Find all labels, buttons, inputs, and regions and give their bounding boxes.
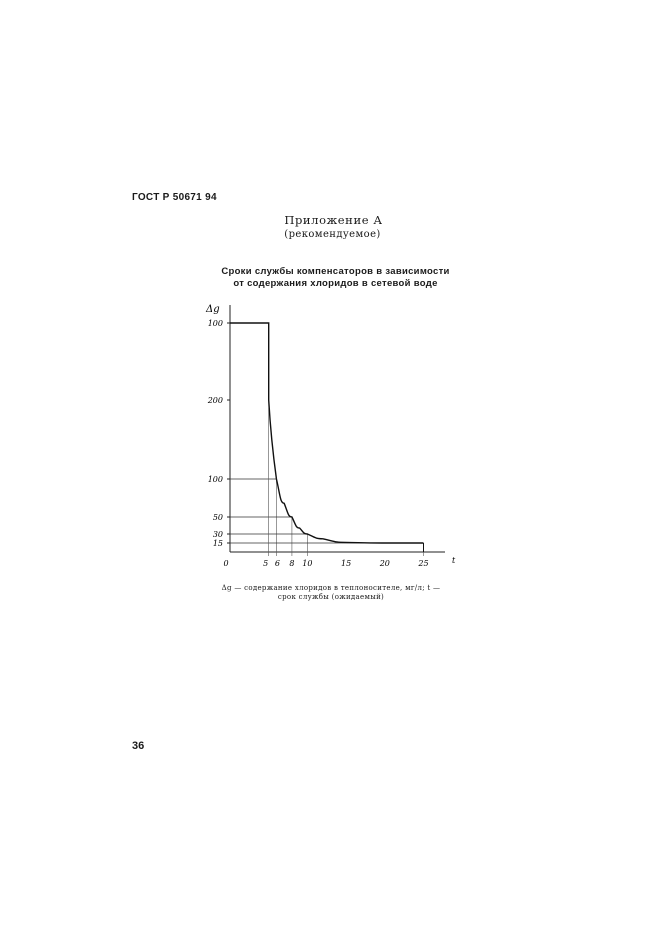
series-line-plateau	[230, 323, 269, 400]
y-tick-label: 200	[207, 396, 223, 405]
appendix-note: (рекомендуемое)	[284, 229, 381, 240]
x-tick-label: 15	[341, 559, 352, 568]
x-tick-label: 10	[302, 559, 313, 568]
page-number: 36	[132, 740, 145, 752]
y-tick-label: 50	[212, 513, 223, 522]
y-tick-label: 100	[207, 319, 223, 328]
appendix-title: Приложение А	[284, 213, 383, 227]
y-tick-label: 100	[207, 475, 223, 484]
y-axis-label: Δg	[206, 304, 220, 315]
x-tick-label: 6	[274, 559, 280, 568]
chart-title-line-2: от содержания хлоридов в сетевой воде	[233, 278, 438, 289]
x-tick-label: 8	[289, 559, 295, 568]
y-tick-label: 30	[212, 530, 223, 539]
chart-title-line-1: Сроки службы компенсаторов в зависимости	[221, 266, 450, 277]
y-tick-label: 15	[212, 539, 223, 548]
document-header: ГОСТ Р 50671 94	[132, 192, 217, 203]
x-tick-label: 20	[379, 559, 390, 568]
x-axis-label: t	[452, 556, 456, 565]
caption-line-2: срок службы (ожидаемый)	[277, 593, 385, 601]
x-tick-label: 25	[418, 559, 429, 568]
caption-line-1: Δg — содержание хлоридов в теплоносителе, мг/л; t —	[221, 584, 441, 592]
chart-caption	[200, 584, 462, 602]
x-tick-label: 0	[223, 559, 229, 568]
x-tick-label: 5	[263, 559, 269, 568]
